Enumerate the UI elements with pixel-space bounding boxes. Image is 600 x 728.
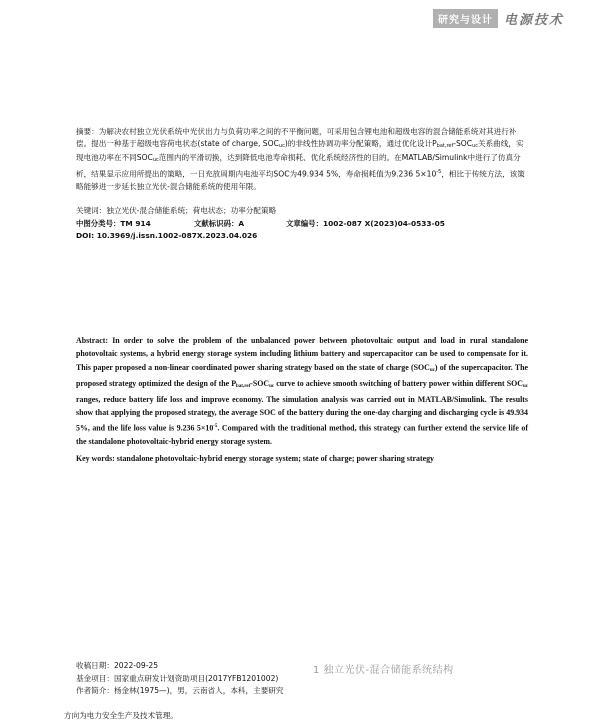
abstract-cn-text5: 范围内的平滑切换，达到降低电池寿命损耗、优化系统经济性的目的。在MATLAB/Simulink中进行了仿真分析，结果显示应用所提出的策略，一日充放周期内电池平均SOC为49.934 5%，寿命损耗值为9.236 5×10	[76, 153, 521, 179]
sub-uc-2: uc	[472, 143, 478, 149]
keywords-en-label: Key words:	[76, 454, 115, 463]
section-heading: 1 独立光伏-混合储能系统结构	[313, 665, 454, 676]
abstract-cn-text3: -SOC	[453, 139, 473, 148]
received-date: 收稿日期：2022-09-25	[76, 661, 159, 670]
abstract-cn-text2: )的非线性协调功率分配策略，通过优化设计P	[284, 139, 437, 148]
abstract-cn-text: 为解决农村独立光伏系统中光伏出力与负荷功率之间的不平衡问题，可采用包含锂电池和超级电容的混合储能系统对其进行补偿。提出一种基于超级电容荷电状态(state of charge, SOC	[76, 127, 517, 148]
abstract-cn-text4: 关系曲线，实现电池功率在不同SOC	[76, 139, 524, 162]
section-tag: 研究与设计	[433, 9, 498, 28]
abstract-cn-label: 摘要：	[76, 127, 99, 136]
abstract-en-p1: In order to solve the problem of the unbalanced power between photovoltaic output and load in rural standalone photovoltaic systems, a hybrid energy storage system including lithium battery and supercapacitor can be used to compensate for it. This paper proposed a non-linear coordinated power sharing strategy based on the state of charge (SOC	[76, 336, 528, 372]
sub-uc-3: uc	[152, 157, 159, 163]
abstract-en-label: Abstract:	[76, 336, 108, 345]
author-bio: 作者简介：杨金林(1975—)，男，云南省人，本科，主要研究	[76, 686, 284, 695]
abstract-en-p3: -SOC	[250, 378, 270, 388]
sub-uc-en-3: uc	[523, 383, 528, 389]
sub-uc-en-2: uc	[269, 383, 275, 389]
keywords-en-text: standalone photovoltaic-hybrid energy storage system; state of charge; power sharing strategy	[116, 454, 434, 463]
footnotes	[76, 660, 284, 698]
document-code: 文献标识码：A	[194, 219, 245, 228]
abstract-en-p6: . Compared with the traditional method, this strategy can further extend the service life of the standalone photovoltaic-hybrid energy storage system.	[76, 423, 528, 446]
clc-number: 中图分类号：TM 914	[76, 219, 151, 228]
abstract-cn	[76, 126, 528, 193]
abstract-en-p2: ) of the supercapacitor. The proposed strategy optimized the design of the P	[76, 362, 528, 388]
sub-uc: uc	[278, 143, 285, 149]
sub-bat: bat,ref	[436, 143, 454, 149]
sub-bat-en: bat,ref	[236, 383, 251, 389]
abstract-en-p4: curve to achieve smooth switching of battery power within different SOC	[276, 378, 523, 388]
author-direction: 方向为电力安全生产及技术管理。	[64, 711, 178, 720]
fund-project: 基金项目：国家重点研发计划资助项目(2017YFB1201002)	[76, 673, 279, 683]
journal-logo: 电源技术	[503, 13, 564, 28]
abstract-cn-text6: ，相比于传统方法，该策略能够进一步延长独立光伏-混合储能系统的使用年限。	[76, 169, 525, 191]
sub-uc-en: uc	[429, 367, 435, 373]
abstract-en-p5: ranges, reduce battery life loss and improve economy. The simulation analysis was carried out in MATLAB/Simulink. The results show that applying the proposed strategy, the average SOC of the battery during the one-day charging and discharging cycle is 49.934 5%, and the life loss value is 9.236 5×10	[76, 395, 528, 433]
exp-cn: -5	[436, 169, 442, 175]
keywords-cn	[76, 205, 528, 217]
exp-en: -5	[213, 423, 218, 429]
keywords-cn-text: 独立光伏-混合储能系统；荷电状态；功率分配策略	[106, 206, 277, 215]
keywords-en	[76, 452, 528, 465]
keywords-cn-label: 关键词：	[76, 206, 107, 215]
article-number: 文章编号：1002-087 X(2023)04-0533-05	[286, 219, 445, 228]
journal-header	[433, 9, 564, 28]
abstract-en	[76, 334, 528, 448]
doi: DOI: 10.3969/j.issn.1002-087X.2023.04.026	[76, 231, 258, 240]
